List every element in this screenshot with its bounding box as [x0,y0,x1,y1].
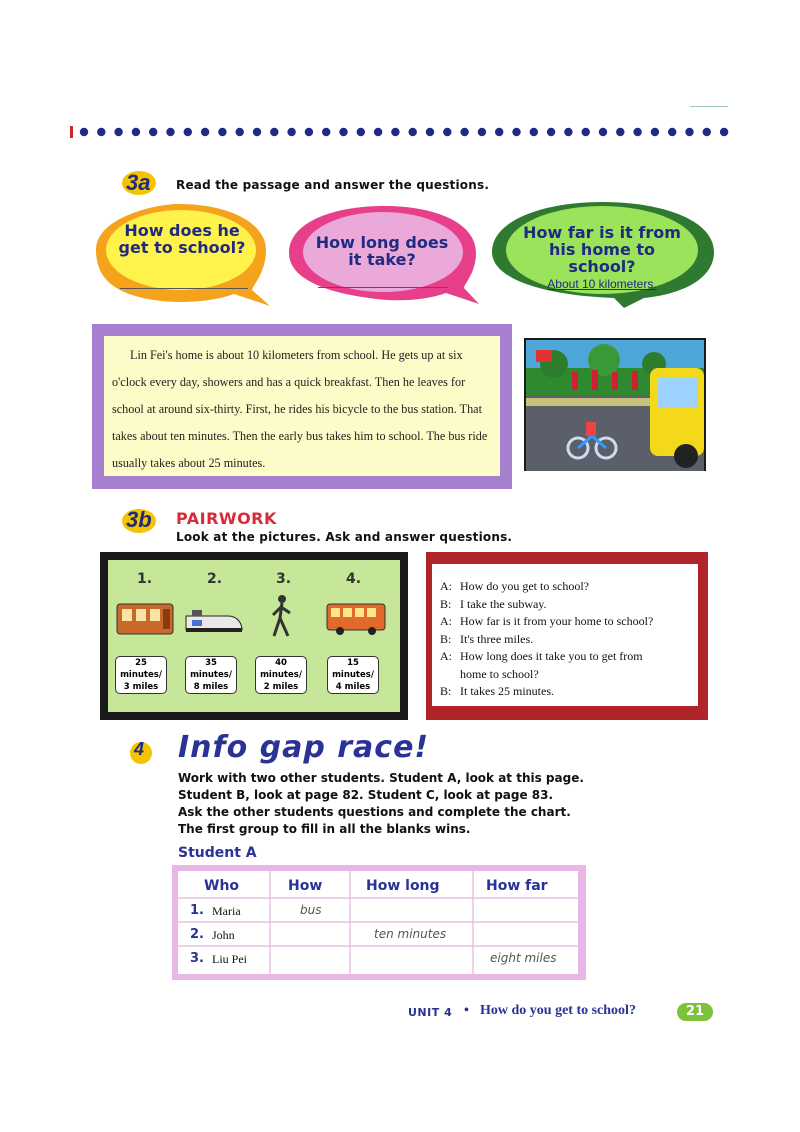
picture-3-info [255,656,307,694]
section-3a-badge: 3a [126,170,151,195]
decoration-dot [685,128,693,136]
decoration-dot [218,128,226,136]
decoration-dot [184,128,192,136]
bubble-3-question: How far is it from his home to school? [523,223,681,276]
decoration-dot [530,128,538,136]
row-1-how: bus [300,903,322,917]
dialogue-line: B: It's three miles. [440,631,534,646]
dialogue-line: A: How do you get to school? [440,579,589,593]
dot-border-decoration [70,123,730,141]
picture-4-number: 4. [346,571,362,587]
decoration-dot [547,128,555,136]
decoration-dot [305,128,313,136]
row-3-number: 3. [190,951,204,966]
decoration-dot [114,128,122,136]
picture-1-time: 25 minutes/ [120,658,162,680]
bubble-3-answer: About 10 kilometers. [547,277,657,291]
picture-2-info [185,656,237,694]
train-icon [184,606,244,636]
bus-and-bicycle-illustration [524,338,706,471]
decoration-dot [582,128,590,136]
decoration-dot [97,128,105,136]
col-header-who: Who [204,878,240,894]
decoration-dot [651,128,659,136]
col-header-how-long: How long [366,878,440,894]
instruction-line: Student B, look at page 82. Student C, look at page 83. [178,788,554,802]
section-3b-instruction: Look at the pictures. Ask and answer questions. [176,530,513,544]
bubble-1-answer-line[interactable] [120,288,248,289]
decoration-dot [426,128,434,136]
bus-icon [326,602,386,636]
decoration-dot [599,128,607,136]
decoration-dot [460,128,468,136]
decoration-dot [616,128,624,136]
section-4-instructions [178,770,638,838]
decoration-dot [512,128,520,136]
row-2-how-long: ten minutes [374,927,447,941]
decoration-dot [149,128,157,136]
decoration-dot [287,128,295,136]
section-4-badge: 4 [134,739,145,759]
dialogue-line: B: It takes 25 minutes. [440,684,554,698]
decoration-dot [495,128,503,136]
decoration-dot [443,128,451,136]
decoration-dot [374,128,382,136]
dialogue-line: home to school? [460,666,539,681]
picture-4-info [327,656,379,694]
instruction-line: The first group to fill in all the blanks wins. [178,822,471,836]
picture-1-number: 1. [137,571,153,587]
section-4-title: Info gap race! [178,730,430,765]
decoration-dot [478,128,486,136]
decoration-dot [564,128,572,136]
decoration-dot [720,128,728,136]
section-3a-instruction: Read the passage and answer the questions. [176,178,490,192]
picture-2-time: 35 minutes/ [190,658,232,680]
decoration-dot [357,128,365,136]
walking-person-icon [268,594,296,638]
decoration-dot [166,128,174,136]
bubble-1-question: How does he get to school? [118,221,246,257]
picture-2-distance: 8 miles [193,682,229,692]
picture-3-time: 40 minutes/ [260,658,302,680]
section-3b-title: PAIRWORK [176,509,277,528]
row-1-number: 1. [190,903,204,918]
decoration-dot [409,128,417,136]
picture-4-time: 15 minutes/ [332,658,374,680]
page-number: 21 [677,1003,713,1021]
decoration-dot [668,128,676,136]
decoration-dot [322,128,330,136]
student-label: Student A [178,845,257,861]
col-header-how: How [288,878,323,894]
decoration-dot [270,128,278,136]
decoration-dot [703,128,711,136]
row-3-who: Liu Pei [212,952,247,966]
passage-text: Lin Fei's home is about 10 kilometers from school. He gets up at six o'clock every day, showers and has a quick breakfast. Then he leaves for school at around six-thirty. First, he rides his bicycle to the bus station. That takes about ten minutes. Then the early bus takes him to school. The bus ride usually takes about 25 minutes. [112,348,488,470]
dialogue-line: A: How long does it take you to get from [440,649,643,663]
dialogue-lines [440,578,696,701]
picture-4-distance: 4 miles [335,682,371,692]
row-2-number: 2. [190,927,204,942]
footer-unit: UNIT 4 [408,1006,453,1019]
footer-title: How do you get to school? [480,1003,636,1018]
section-3b-badge: 3b [126,507,152,532]
instruction-line: Ask the other students questions and complete the chart. [178,805,571,819]
picture-3-number: 3. [276,571,292,587]
dialogue-line: A: How far is it from your home to school? [440,614,654,628]
decoration-dot [80,128,88,136]
picture-1-distance: 3 miles [123,682,159,692]
decoration-dot [391,128,399,136]
decoration-dot [236,128,244,136]
col-header-how-far: How far [486,878,548,894]
row-3-how-far: eight miles [490,951,557,965]
decoration-dot [253,128,261,136]
bubble-2-answer-line[interactable] [318,287,448,288]
footer-bullet: • [464,1003,469,1018]
decoration-dot [339,128,347,136]
picture-3-distance: 2 miles [263,682,299,692]
picture-1-info [115,656,167,694]
dialogue-line: B: I take the subway. [440,596,547,611]
top-rule [690,106,728,107]
decoration-dot [633,128,641,136]
row-2-who: John [212,928,235,942]
decoration-dot [132,128,140,136]
row-1-who: Maria [212,904,241,918]
bubble-2-question: How long does it take? [315,233,449,269]
subway-train-icon [116,600,174,638]
picture-2-number: 2. [207,571,223,587]
instruction-line: Work with two other students. Student A, look at this page. [178,771,584,785]
decoration-dot [201,128,209,136]
